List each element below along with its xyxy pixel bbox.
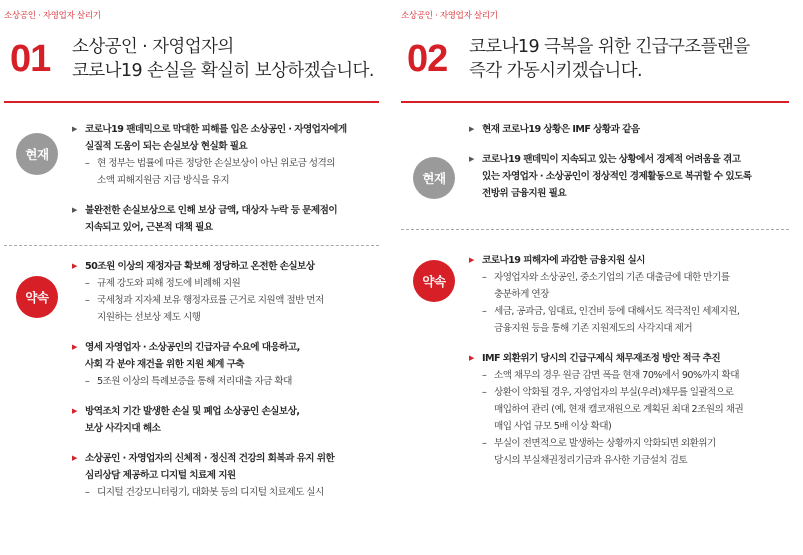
item-line: 있는 자영업자 · 소상공인이 정상적인 경제활동으로 복귀할 수 있도록: [482, 171, 752, 182]
item-main-text: [85, 403, 299, 437]
sub-item-line: 매입하여 관리 (예, 현재 캠코재원으로 계획된 최대 2조원의 채권: [494, 404, 744, 415]
current-section: [4, 103, 389, 243]
triangle-bullet-icon: ▶: [469, 155, 474, 163]
item-line: 심리상담 제공하고 디지털 치료제 지원: [85, 470, 236, 481]
item-main-text: [85, 450, 334, 484]
sub-item-line: 세금, 공과금, 임대료, 인건비 등에 대해서도 적극적인 세제지원,: [494, 306, 740, 317]
sub-item: [85, 275, 324, 292]
pledge-title: [72, 35, 374, 83]
item-main-text: [482, 350, 743, 367]
pledge-header: [4, 24, 389, 94]
sub-item-line: 소액 피해지원금 지급 방식을 유지: [97, 175, 230, 186]
list-item: [469, 121, 799, 138]
sub-item-line: 디지털 건강모니터링기, 대화봇 등의 디지털 치료제도 실시: [97, 487, 324, 498]
current-items: [72, 121, 389, 243]
item-main-text: [85, 121, 347, 155]
sub-item: [482, 303, 739, 337]
item-main-text: [482, 151, 752, 202]
list-item: [72, 258, 389, 326]
sub-item: [482, 367, 743, 384]
sub-item-line: 규제 강도와 피해 정도에 비례해 지원: [97, 278, 241, 289]
list-item: [72, 202, 389, 236]
sub-item: [85, 484, 334, 501]
sub-item-line: 매입 사업 규모 5배 이상 확대): [494, 421, 612, 432]
title-line: 즉각 가동시키겠습니다.: [469, 61, 642, 81]
title-line: 코로나19 극복을 위한 긴급구조플랜을: [469, 37, 750, 57]
triangle-bullet-icon: ▶: [72, 262, 77, 270]
running-header: 소상공인 · 자영업자 살리기: [4, 11, 101, 21]
sub-item: [85, 292, 324, 326]
dash-bullet-icon: –: [85, 376, 90, 387]
item-line: 지속되고 있어, 근본적 대책 필요: [85, 222, 213, 233]
title-line: 소상공인 · 자영업자의: [72, 37, 234, 57]
item-line: 50조원 이상의 재정자금 확보해 정당하고 온전한 손실보상: [85, 261, 315, 272]
sub-item-line: 당시의 부실채권정리기금과 유사한 기금설치 검토: [494, 455, 688, 466]
current-items: [469, 121, 799, 225]
promise-items: [469, 252, 799, 469]
left-page: [4, 0, 389, 555]
promise-section: [4, 246, 389, 501]
item-line: 방역조치 기간 발생한 손실 및 폐업 소상공인 손실보상,: [85, 406, 300, 417]
item-line: 소상공인 · 자영업자의 신체적 · 정신적 건강의 회복과 유지 위한: [85, 453, 335, 464]
list-item: [469, 252, 799, 337]
item-line: 영세 자영업자 · 소상공인의 긴급자금 수요에 대응하고,: [85, 342, 300, 353]
dash-bullet-icon: –: [85, 158, 90, 169]
promise-section: [401, 230, 799, 469]
right-page: [401, 0, 799, 555]
sub-item-line: 충분하게 연장: [494, 289, 549, 300]
promise-items: [72, 258, 389, 501]
sub-item: [85, 155, 347, 189]
item-line: 불완전한 손실보상으로 인해 보상 금액, 대상자 누락 등 문제점이: [85, 205, 338, 216]
pledge-number: 02: [407, 37, 448, 80]
current-badge: 현재: [413, 157, 455, 199]
sub-item-line: 상환이 악화될 경우, 자영업자의 부실(우려)채무를 일괄적으로: [494, 387, 734, 398]
current-section: [401, 103, 799, 225]
pledge-number: 01: [10, 37, 51, 80]
dash-bullet-icon: –: [482, 438, 487, 449]
triangle-bullet-icon: ▶: [469, 125, 474, 133]
list-item: [72, 403, 389, 437]
pledge-title: [469, 35, 750, 83]
dash-bullet-icon: –: [482, 306, 487, 317]
triangle-bullet-icon: ▶: [72, 125, 77, 133]
sub-item-line: 지원하는 선보상 제도 시행: [97, 312, 201, 323]
item-line: 보상 사각지대 해소: [85, 423, 161, 434]
dash-bullet-icon: –: [85, 278, 90, 289]
promise-badge: 약속: [413, 260, 455, 302]
dash-bullet-icon: –: [482, 272, 487, 283]
triangle-bullet-icon: ▶: [469, 256, 474, 264]
triangle-bullet-icon: ▶: [72, 206, 77, 214]
list-item: [72, 339, 389, 390]
triangle-bullet-icon: ▶: [72, 454, 77, 462]
dash-bullet-icon: –: [482, 387, 487, 398]
item-line: 전방위 금융지원 필요: [482, 188, 567, 199]
list-item: [469, 350, 799, 469]
title-line: 코로나19 손실을 확실히 보상하겠습니다.: [72, 61, 374, 81]
triangle-bullet-icon: ▶: [72, 407, 77, 415]
list-item: [72, 450, 389, 501]
dash-bullet-icon: –: [85, 295, 90, 306]
list-item: [72, 121, 389, 189]
item-line: 코로나19 팬데믹이 지속되고 있는 상황에서 경제적 어려움을 겪고: [482, 154, 741, 165]
promise-badge: 약속: [16, 276, 58, 318]
item-line: 실질적 도움이 되는 손실보상 현실화 필요: [85, 141, 248, 152]
item-line: 사회 각 분야 재건을 위한 지원 체계 구축: [85, 359, 245, 370]
sub-item-line: 자영업자와 소상공인, 중소기업의 기존 대출금에 대한 만기를: [494, 272, 730, 283]
dash-bullet-icon: –: [85, 487, 90, 498]
item-main-text: [85, 202, 337, 236]
sub-item: [482, 435, 743, 469]
current-badge: 현재: [16, 133, 58, 175]
dash-bullet-icon: –: [482, 370, 487, 381]
item-line: 코로나19 피해자에 과감한 금융지원 실시: [482, 255, 645, 266]
sub-item-line: 소액 채무의 경우 원금 감면 폭을 현재 70%에서 90%까지 확대: [494, 370, 739, 381]
list-item: [469, 151, 799, 202]
sub-item: [482, 384, 743, 435]
item-main-text: [482, 121, 640, 138]
item-main-text: [85, 339, 300, 373]
triangle-bullet-icon: ▶: [469, 354, 474, 362]
sub-item: [482, 269, 739, 303]
item-line: IMF 외환위기 당시의 긴급구제식 채무재조정 방안 적극 추진: [482, 353, 721, 364]
sub-item-line: 국세청과 지자체 보유 행정자료를 근거로 지원액 절반 먼저: [97, 295, 324, 306]
item-line: 현재 코로나19 상황은 IMF 상황과 같음: [482, 124, 640, 135]
item-main-text: [85, 258, 324, 275]
item-main-text: [482, 252, 739, 269]
sub-item-line: 부실이 전면적으로 발생하는 상황까지 악화되면 외환위기: [494, 438, 716, 449]
sub-item-line: 현 정부는 법률에 따른 정당한 손실보상이 아닌 위로금 성격의: [97, 158, 335, 169]
running-header: 소상공인 · 자영업자 살리기: [401, 11, 498, 21]
triangle-bullet-icon: ▶: [72, 343, 77, 351]
sub-item-line: 금융지원 등을 통해 기존 지원제도의 사각지대 제거: [494, 323, 693, 334]
sub-item-line: 5조원 이상의 특례보증을 통해 저리대출 자금 확대: [97, 376, 292, 387]
pledge-header: [401, 24, 799, 94]
sub-item: [85, 373, 300, 390]
item-line: 코로나19 팬데믹으로 막대한 피해를 입은 소상공인 · 자영업자에게: [85, 124, 347, 135]
